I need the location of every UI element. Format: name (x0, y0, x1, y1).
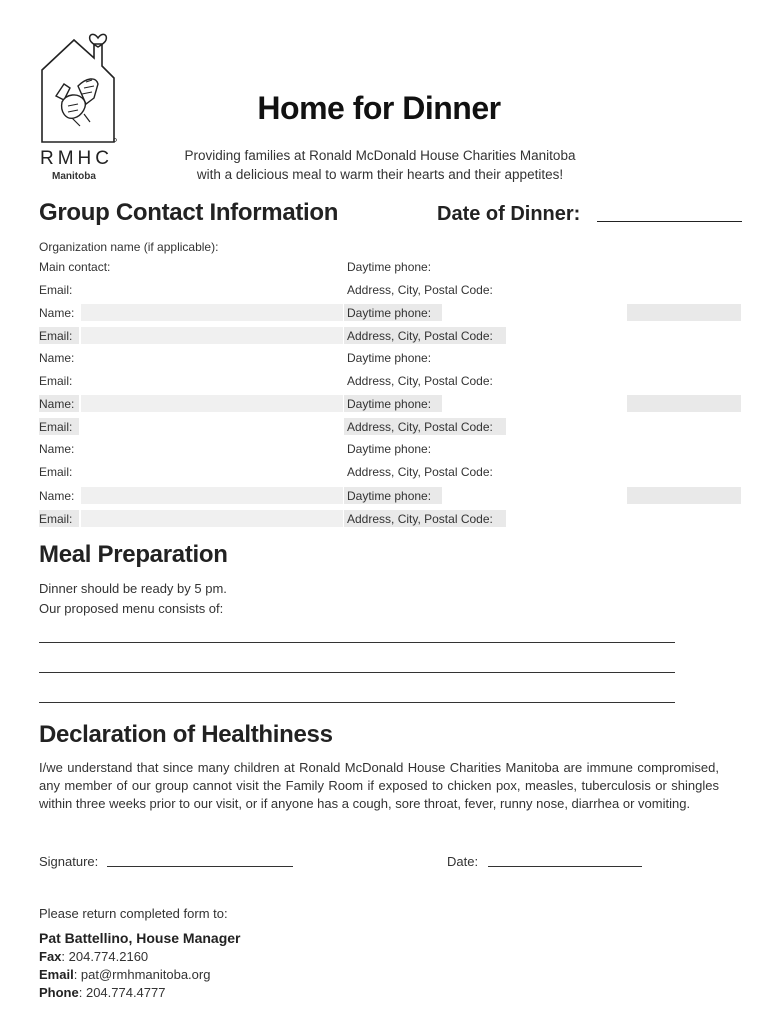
organization-name-label: Organization name (if applicable): (39, 240, 219, 254)
page-subtitle (140, 146, 620, 184)
daytime-phone-label: Daytime phone: (347, 260, 432, 274)
date-label: Date: (447, 854, 479, 869)
menu-line-3[interactable] (39, 702, 675, 703)
page-title-text: Home for Dinner (257, 90, 501, 126)
email-contact-label: Email (39, 967, 74, 982)
group-contact-heading: Group Contact Information (39, 199, 339, 226)
phone-field[interactable] (627, 395, 741, 412)
email-contact-value[interactable]: : pat@rmhmanitoba.org (73, 967, 211, 982)
email-label: Email: (39, 329, 73, 343)
declaration-text: I/we understand that since many children at Ronald McDonald House Charities Manitoba are immune compromised, any member of our group cannot visit the Family Room if exposed to chicken pox, measles, tuberculosis or shingles within three weeks prior to our visit, or if anyone has a cough, sore throat, fever, runny nose, diarrhea or vomiting. (39, 760, 719, 811)
address-label: Address, City, Postal Code: (347, 329, 493, 343)
phone-line (39, 985, 165, 1001)
daytime-phone-label: Daytime phone: (347, 397, 432, 411)
daytime-phone-label: Daytime phone: (347, 306, 432, 320)
dinner-time-text: Dinner should be ready by 5 pm. (39, 581, 227, 596)
name-field[interactable] (81, 487, 343, 504)
name-field[interactable] (81, 395, 343, 412)
signature-label: Signature: (39, 854, 99, 869)
address-label: Address, City, Postal Code: (347, 283, 493, 297)
address-label: Address, City, Postal Code: (347, 512, 493, 526)
daytime-phone-label: Daytime phone: (347, 351, 432, 365)
daytime-phone-label: Daytime phone: (347, 489, 432, 503)
address-label: Address, City, Postal Code: (347, 465, 493, 479)
return-intro-text: Please return completed form to: (39, 906, 228, 921)
email-field[interactable] (81, 327, 343, 344)
subtitle-line-1: Providing families at Ronald McDonald House Charities Manitoba (184, 148, 576, 163)
phone-contact-value: : 204.774.4777 (78, 985, 166, 1000)
meal-preparation-heading: Meal Preparation (39, 541, 228, 568)
fax-label: Fax (39, 949, 62, 964)
date-of-dinner-label: Date of Dinner: (437, 203, 581, 225)
date-field[interactable] (488, 866, 642, 867)
declaration-heading: Declaration of Healthiness (39, 721, 333, 748)
logo-brand-text: RMHC (40, 148, 113, 169)
page-title (0, 90, 770, 127)
subtitle-line-2: with a delicious meal to warm their hearts and their appetites! (196, 167, 564, 182)
name-label: Name: (39, 442, 75, 456)
main-contact-label: Main contact: (39, 260, 111, 274)
signature-field[interactable] (107, 866, 293, 867)
menu-intro-text: Our proposed menu consists of: (39, 601, 224, 616)
phone-contact-label: Phone (39, 985, 79, 1000)
address-label: Address, City, Postal Code: (347, 374, 493, 388)
fax-value: : 204.774.2160 (61, 949, 149, 964)
email-field[interactable] (81, 510, 343, 527)
fax-line (39, 949, 148, 965)
name-label: Name: (39, 306, 75, 320)
daytime-phone-label: Daytime phone: (347, 442, 432, 456)
name-label: Name: (39, 489, 75, 503)
address-label: Address, City, Postal Code: (347, 420, 493, 434)
manager-name: Pat Battellino, House Manager (39, 930, 241, 946)
name-label: Name: (39, 351, 75, 365)
email-label: Email: (39, 283, 73, 297)
email-line (39, 967, 210, 983)
logo-region-text: Manitoba (52, 171, 96, 182)
phone-field[interactable] (627, 487, 741, 504)
date-of-dinner-field[interactable] (597, 221, 742, 222)
name-field[interactable] (81, 304, 343, 321)
email-label: Email: (39, 465, 73, 479)
email-label: Email: (39, 374, 73, 388)
menu-line-1[interactable] (39, 642, 675, 643)
email-label: Email: (39, 512, 73, 526)
menu-line-2[interactable] (39, 672, 675, 673)
rmhc-logo-icon (34, 26, 124, 148)
name-label: Name: (39, 397, 75, 411)
phone-field[interactable] (627, 304, 741, 321)
email-label: Email: (39, 420, 73, 434)
